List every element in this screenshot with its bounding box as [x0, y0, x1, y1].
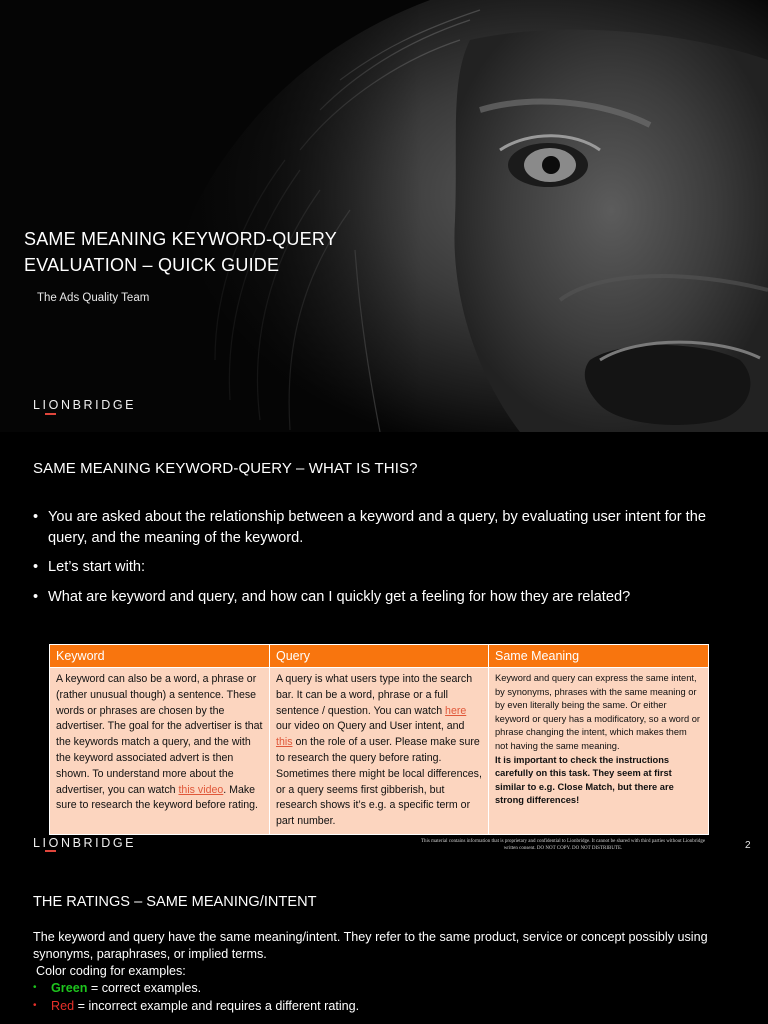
- logo-accent: [45, 413, 56, 415]
- rating-description: The keyword and query have the same meaning/intent. They refer to the same product, service or concept possibly using synonyms, paraphrases, or implied terms.: [33, 930, 708, 961]
- lion-photo-icon: [0, 0, 768, 432]
- color-legend: [33, 979, 359, 1015]
- slide-heading: SAME MEANING KEYWORD-QUERY – WHAT IS THIS?: [33, 460, 418, 477]
- ratings-slide: [0, 866, 768, 1024]
- bullet-item: • Let’s start with:: [33, 557, 733, 578]
- header-query: Query: [270, 645, 489, 668]
- definitions-table: [49, 644, 709, 835]
- same-meaning-warning: It is important to check the instructions carefully on this task. They seem at first similar to e.g. Close Match, but there are strong differences!: [495, 754, 674, 806]
- slide-subtitle: The Ads Quality Team: [37, 292, 150, 304]
- here-link[interactable]: here: [445, 704, 467, 717]
- lionbridge-logo: LIONBRIDGE: [33, 836, 137, 850]
- same-meaning-cell: [489, 668, 709, 835]
- logo-accent: [45, 850, 56, 852]
- keyword-text-end: . Make sure to research the keyword before rating.: [56, 783, 258, 812]
- table-header-row: [50, 645, 709, 668]
- slide-heading: THE RATINGS – SAME MEANING/INTENT: [33, 894, 317, 910]
- color-coding-label: Color coding for examples:: [36, 964, 186, 978]
- bullet-item: • What are keyword and query, and how can I quickly get a feeling for how they are related?: [33, 587, 733, 608]
- query-text-end: on the role of a user. Please make sure to research the query before rating. Sometimes there might be local differences, or a query seems first gibberish, but research shows it’s e.g. a specific term or part number.: [276, 736, 482, 828]
- title-slide: [0, 0, 768, 432]
- lionbridge-logo: LIONBRIDGE: [33, 398, 137, 412]
- slide-title-line2: EVALUATION – QUICK GUIDE: [24, 255, 280, 275]
- green-label: Green: [51, 981, 88, 995]
- slide-title-line1: SAME MEANING KEYWORD-QUERY: [24, 229, 337, 249]
- this-link[interactable]: this: [276, 736, 293, 749]
- keyword-text: A keyword can also be a word, a phrase or (rather unusual though) a sentence. These words or phrases are chosen by the advertiser. The goal for the advertiser is that the keywords match a query, and the with the keyword associated advert is then shown. To understand more about the advertiser, you can watch: [56, 673, 263, 796]
- green-text: = correct examples.: [87, 981, 202, 995]
- intro-bullets: [33, 507, 733, 616]
- query-text-mid: our video on Query and User intent, and: [276, 720, 465, 733]
- confidential-notice: This material contains information that is proprietary and confidential to Lionbridge. It cannot be shared with third parties without Lionbridge written consent. DO NOT COPY. DO NOT DISTRIBUTE.: [420, 839, 706, 851]
- red-label: Red: [51, 999, 75, 1013]
- page-number: 2: [745, 840, 751, 851]
- legend-green: [33, 979, 359, 997]
- query-cell: [270, 668, 489, 835]
- same-meaning-text: Keyword and query can express the same intent, by synonyms, phrases with the same meaning or by even literally being the same. Or either keyword or query has a modificatory, so a word or phrase changing the intent, which makes them not having the same meaning.: [495, 673, 700, 751]
- query-text: A query is what users type into the search bar. It can be a word, phrase or a full sentence / question. You can watch: [276, 673, 473, 717]
- red-text: = incorrect example and requires a different rating.: [74, 999, 360, 1013]
- header-same-meaning: Same Meaning: [489, 645, 709, 668]
- legend-red: [33, 997, 359, 1015]
- bullet-item: • You are asked about the relationship between a keyword and a query, by evaluating user intent for the query, and the meaning of the keyword.: [33, 507, 733, 548]
- what-is-this-slide: [0, 433, 768, 865]
- header-keyword: Keyword: [50, 645, 270, 668]
- table-row: [50, 668, 709, 835]
- this-video-link[interactable]: this video: [178, 783, 224, 796]
- slide-title: [24, 226, 337, 278]
- keyword-cell: [50, 668, 270, 835]
